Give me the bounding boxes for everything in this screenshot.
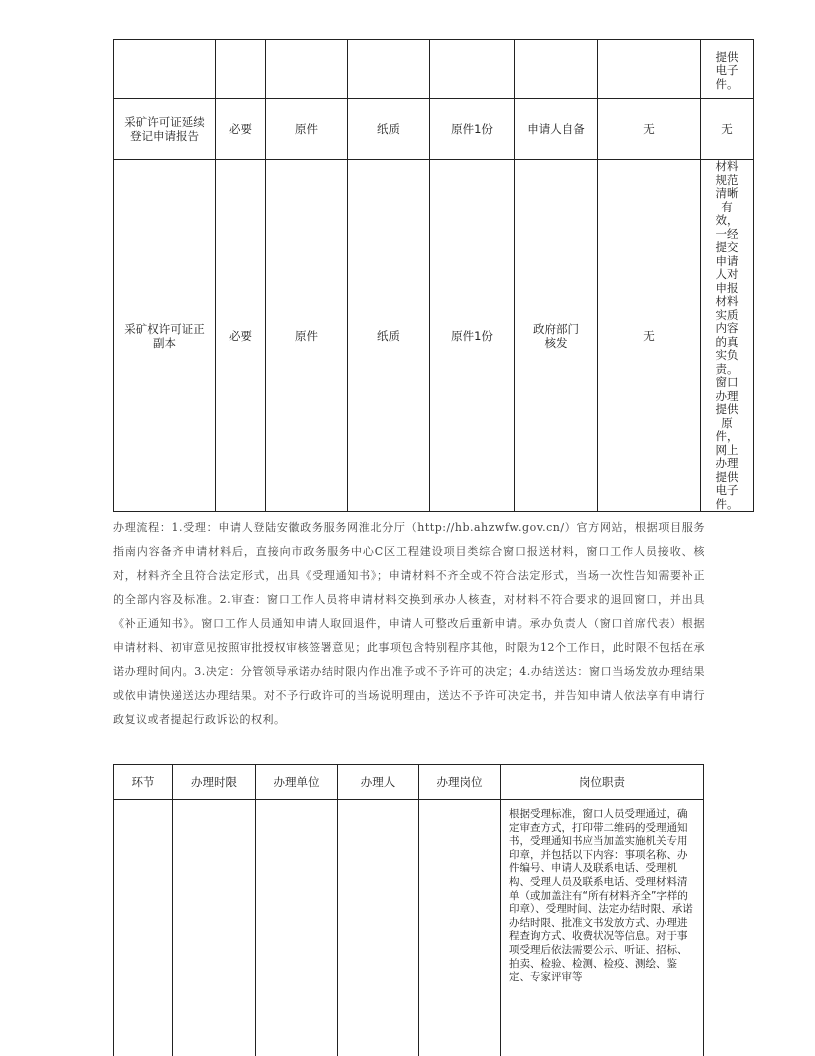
copies-cell: 原件1份 (430, 99, 515, 160)
materials-table (113, 39, 754, 512)
material-name: 采矿权许可证正副本 (114, 322, 215, 350)
steps-table (113, 764, 704, 1056)
remark-cell (701, 40, 754, 99)
necessity-cell: 必要 (216, 160, 266, 512)
remark-cell (701, 160, 754, 512)
source-text: 政府部门核发 (515, 322, 597, 350)
header-time-limit: 办理时限 (173, 765, 256, 800)
table-row-continued (114, 40, 754, 99)
header-handler: 办理人 (338, 765, 419, 800)
form-cell: 纸质 (348, 99, 430, 160)
table-row (114, 160, 754, 512)
source-cell: 申请人自备 (515, 99, 598, 160)
remark-text: 材料规范清晰有效，一经提交申请人对申报材料实质内容的真实负责。窗口办理提供原件，网上办理提供电子件。 (713, 160, 741, 511)
material-name: 采矿许可证延续登记申请报告 (114, 115, 215, 143)
table-row (114, 800, 704, 1056)
table-header-row (114, 765, 704, 800)
type-cell: 原件 (266, 99, 348, 160)
duty-cell: 根据受理标准，窗口人员受理通过，确定审查方式，打印带二维码的受理通知书，受理通知书应当加盖实施机关专用印章，并包括以下内容：事项名称、办件编号、申请人及联系电话、受理机构、受理人员及联系电话、受理材料清单（或加盖注有“所有材料齐全”字样的印章）、受理时间、法定办结时限、承诺办结时限、批准文书发放方式、办理进程查询方式、收费状况等信息。对于事项受理后依法需要公示、听证、招标、拍卖、检验、检测、检疫、测绘、鉴定、专家评审等 (501, 800, 704, 1056)
form-cell: 纸质 (348, 160, 430, 512)
header-stage: 环节 (114, 765, 173, 800)
header-unit: 办理单位 (256, 765, 338, 800)
necessity-cell: 必要 (216, 99, 266, 160)
header-duty: 岗位职责 (501, 765, 704, 800)
material-name-cell (114, 160, 216, 512)
process-description: 办理流程：1.受理：申请人登陆安徽政务服务网淮北分厅（http://hb.ahzwfw.gov.cn/）官方网站，根据项目服务指南内容备齐申请材料后，直接向市政务服务中心C区工程建设项目类综合窗口报送材料，窗口工作人员接收、核对，材料齐全且符合法定形式，出具《受理通知书》；申请材料不齐全或不符合法定形式，当场一次性告知需要补正的全部内容及标准。2.审查：窗口工作人员将申请材料交换到承办人核查，对材料不符合要求的退回窗口，并出具《补正通知书》。窗口工作人员通知申请人取回退件，申请人可整改后重新申请。承办负责人（窗口首席代表）根据申请材料、初审意见按照审批授权审核签署意见；此事项包含特别程序其他，时限为12个工作日，此时限不包括在承诺办理时间内。3.决定：分管领导承诺办结时限内作出准予或不予许可的决定；4.办结送达：窗口当场发放办理结果或依申请快递送达办理结果。对不予行政许可的当场说明理由，送达不予许可决定书，并告知申请人依法享有申请行政复议或者提起行政诉讼的权利。 (113, 516, 705, 732)
fill-spec-cell: 无 (598, 99, 701, 160)
header-position: 办理岗位 (419, 765, 501, 800)
type-cell: 原件 (266, 160, 348, 512)
material-name-cell (114, 99, 216, 160)
source-cell (515, 160, 598, 512)
table-row (114, 99, 754, 160)
fill-spec-cell: 无 (598, 160, 701, 512)
remark-cell: 无 (701, 99, 754, 160)
remark-text: 提供电子件。 (713, 51, 741, 92)
copies-cell: 原件1份 (430, 160, 515, 512)
